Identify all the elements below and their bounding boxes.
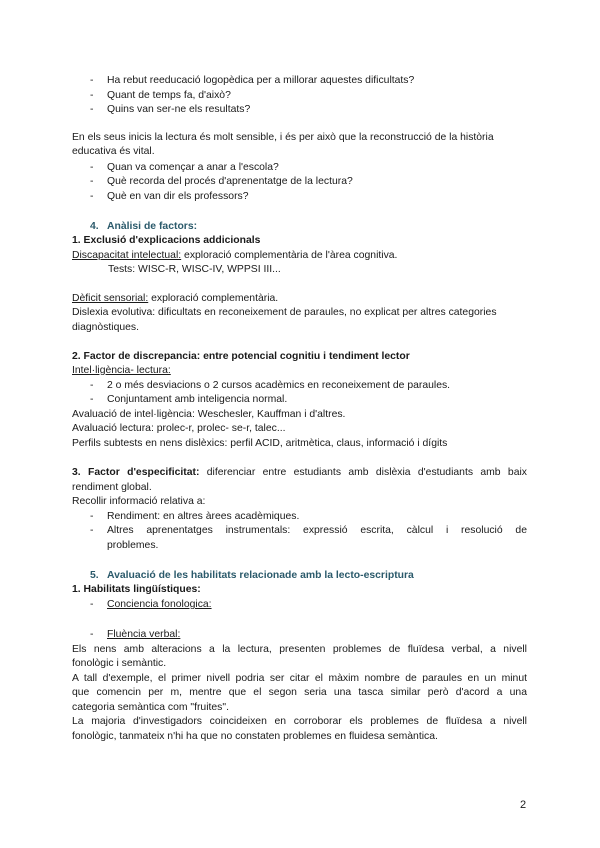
list-dash: - xyxy=(90,629,94,640)
list-dash: - xyxy=(90,162,94,173)
disc-line xyxy=(72,249,397,262)
page-number: 2 xyxy=(520,799,527,811)
paragraph-line: La majoria d'investigadors coincideixen en corroborar els problemes de fluïdesa a nivell xyxy=(72,716,527,727)
dislexia-line: diagnòstiques. xyxy=(72,322,140,333)
paragraph-line: A tall d'exemple, el primer nivell podria ser citar el màxim nombre de paraules en un minut xyxy=(72,673,527,684)
list-dash: - xyxy=(90,75,94,86)
list-item: Ha rebut reeducació logopèdica per a millorar aquestes dificultats? xyxy=(107,75,415,86)
deficit-text: exploració complementària. xyxy=(148,293,279,304)
especificitat-text: diferenciar entre estudiants amb dislèxia d'estudiants amb baix xyxy=(199,467,527,478)
list-item: Conjuntament amb inteligencia normal. xyxy=(107,394,288,405)
perfils-line: Perfils subtests en nens dislèxics: perfil ACID, aritmètica, claus, informació i dígits xyxy=(72,438,448,449)
tests-line: Tests: WISC-R, WISC-IV, WPPSI III... xyxy=(108,264,281,275)
especificitat-line xyxy=(72,466,527,479)
intel-label: Intel·ligència- lectura: xyxy=(72,365,171,376)
list-item: Quan va començar a anar a l'escola? xyxy=(107,162,279,173)
list-item: Altres aprenentatges instrumentals: expressió escrita, càlcul i resolució de xyxy=(107,525,527,536)
list-dash: - xyxy=(90,191,94,202)
paragraph-line: educativa és vital. xyxy=(72,146,155,157)
especificitat-line: rendiment global. xyxy=(72,482,152,493)
especificitat-label: 3. Factor d'especificitat: xyxy=(72,467,200,478)
list-item: Rendiment: en altres àrees acadèmiques. xyxy=(107,511,300,522)
list-item: Fluència verbal: xyxy=(107,629,181,640)
list-item: Conciencia fonologica: xyxy=(107,599,212,610)
subheading-exclusio: 1. Exclusió d'explicacions addicionals xyxy=(72,235,261,246)
deficit-label: Dèficit sensorial: xyxy=(72,293,149,304)
list-item: Quins van ser-ne els resultats? xyxy=(107,104,251,115)
dislexia-line: Dislexia evolutiva: dificultats en reconeixement de paraules, no explicat per altres categories xyxy=(72,307,497,318)
paragraph-line: fonològic i semàntic. xyxy=(72,658,167,669)
disc-text: exploració complementària de l'àrea cognitiva. xyxy=(181,250,398,261)
list-item: Què en van dir els professors? xyxy=(107,191,249,202)
list-dash: - xyxy=(90,525,94,536)
list-item: Quant de temps fa, d'això? xyxy=(107,90,231,101)
paragraph-line: fonològic, tanmateix n'hi ha que no constaten problemes en fluidesa semàntica. xyxy=(72,731,438,742)
section-4-heading: Anàlisi de factors: xyxy=(107,221,198,232)
list-dash: - xyxy=(90,104,94,115)
subheading-habilitats: 1. Habilitats lingüístiques: xyxy=(72,584,201,595)
paragraph-line: Els nens amb alteracions a la lectura, presenten problemes de fluïdesa verbal, a nivell xyxy=(72,644,527,655)
section-5-heading: Avaluació de les habilitats relacionade amb la lecto-escriptura xyxy=(107,570,414,581)
section-4-number: 4. xyxy=(90,221,99,232)
list-item: problemes. xyxy=(107,540,159,551)
deficit-line xyxy=(72,292,278,305)
list-item: Què recorda del procés d'aprenentatge de la lectura? xyxy=(107,176,353,187)
list-dash: - xyxy=(90,511,94,522)
section-5-number: 5. xyxy=(90,570,99,581)
aval-int-line: Avaluació de intel·ligència: Weschesler, Kauffman i d'altres. xyxy=(72,409,346,420)
list-dash: - xyxy=(90,90,94,101)
disc-label: Discapacitat intelectual: xyxy=(72,250,182,261)
list-dash: - xyxy=(90,599,94,610)
recollir-line: Recollir informació relativa a: xyxy=(72,496,206,507)
aval-lect-line: Avaluació lectura: prolec-r, prolec- se-r, talec... xyxy=(72,423,286,434)
list-dash: - xyxy=(90,176,94,187)
paragraph-line: categoria semàntica com "fruites". xyxy=(72,702,229,713)
paragraph-line: que comencin per m, mentre que el segon seria una tasca similar però d'acord a una xyxy=(72,687,527,698)
list-item: 2 o més desviacions o 2 cursos acadèmics en reconeixement de paraules. xyxy=(107,380,451,391)
paragraph-line: En els seus inicis la lectura és molt sensible, i és per això que la reconstrucció de la història xyxy=(72,132,494,143)
list-dash: - xyxy=(90,380,94,391)
list-dash: - xyxy=(90,394,94,405)
subheading-discrepancia: 2. Factor de discrepancia: entre potencial cognitiu i tendiment lector xyxy=(72,351,410,362)
